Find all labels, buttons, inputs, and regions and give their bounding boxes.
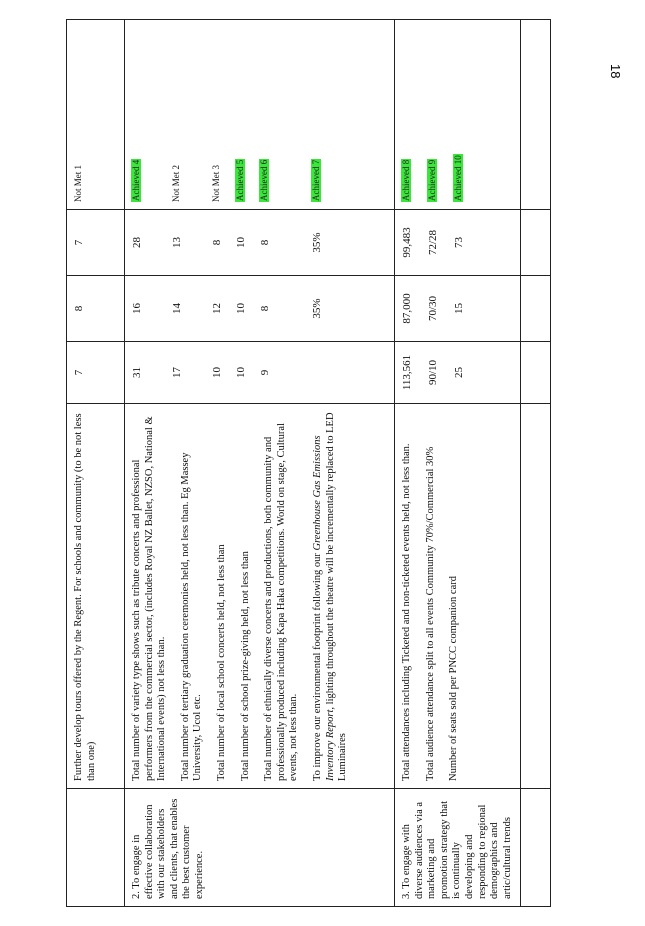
measure-text-part: To improve our environmental footprint following our	[311, 550, 323, 781]
value: 12	[211, 303, 223, 314]
value: 35%	[311, 298, 323, 319]
objective-cell: 2. To engage in effective collaboration with our stakeholders and clients, that enables the best customer experience.	[125, 789, 395, 907]
rotated-table-wrapper	[66, 20, 532, 907]
measure-text: Total number of tertiary graduation ceremonies held, not less than. Eg Massey University, Ucol etc.	[179, 452, 204, 781]
value-column	[125, 276, 395, 342]
measure-text: Total number of ethnically diverse concerts and productions, both community and professionally produced including Kapa Haka competitions. World on stage, Cultural events, not less than.	[263, 423, 300, 781]
report-title: Greenhouse Gas Emissions Inventory Report	[311, 435, 336, 781]
objective-cell	[67, 789, 125, 907]
value: 8	[259, 239, 271, 246]
status-text: Not Met 2	[171, 165, 181, 202]
value: 8	[259, 305, 271, 312]
value: 87,000	[401, 293, 413, 324]
value: 10	[235, 303, 247, 314]
value-column	[395, 342, 521, 404]
value: 10	[235, 237, 247, 248]
status-cell	[67, 20, 125, 210]
value: 31	[131, 367, 143, 378]
value: 25	[453, 367, 465, 378]
value: 72/28	[427, 229, 439, 256]
performance-table	[66, 19, 551, 907]
table-row-empty	[521, 20, 551, 907]
status-badge: Achieved 8	[401, 159, 411, 201]
status-badge: Achieved 6	[259, 159, 269, 201]
value: 13	[171, 237, 183, 248]
value: 73	[453, 237, 465, 248]
status-badge: Achieved 10	[453, 155, 463, 201]
value-column	[125, 210, 395, 276]
status-text: Not Met 3	[211, 165, 221, 202]
value-cell: 7	[67, 210, 125, 276]
status-column	[125, 20, 395, 210]
value-cell: 7	[67, 342, 125, 404]
value	[311, 349, 324, 396]
measure-text: Total number of variety type shows such as tribute concerts and professional performers from the commercial sector, (includes Royal NZ Ballet, NZSO, National & International events) not less than.	[131, 416, 168, 781]
status-text: Not Met 1	[73, 165, 83, 202]
value: 10	[211, 367, 223, 378]
table-row	[67, 20, 125, 907]
value: 15	[453, 303, 465, 314]
status-badge: Achieved 9	[427, 159, 437, 201]
status-column	[395, 20, 521, 210]
status-badge: Achieved 5	[235, 159, 245, 201]
measure-text: Total number of local school concerts held, not less than	[215, 544, 227, 781]
status-badge: Achieved 7	[311, 159, 321, 201]
measure-cell	[395, 404, 521, 789]
measure-text: Total audience attendance split to all events Community 70%/Commercial 30%	[424, 446, 436, 781]
value-column	[395, 276, 521, 342]
table-row	[125, 20, 395, 907]
table-row	[395, 20, 521, 907]
page-number: 18	[608, 64, 623, 79]
value: 90/10	[427, 359, 439, 386]
value: 14	[171, 303, 183, 314]
value-column	[395, 210, 521, 276]
value: 99,483	[401, 227, 413, 258]
value: 17	[171, 367, 183, 378]
measure-text: Total attendances including Ticketed and non-ticketed events held, not less than.	[401, 443, 412, 781]
value: 8	[211, 239, 223, 246]
value-cell: 8	[67, 276, 125, 342]
measure-text	[312, 411, 350, 781]
value: 10	[235, 367, 247, 378]
value: 70/30	[427, 295, 439, 322]
measure-text: Further develop tours offered by the Regent. For schools and community (to be not less than one)	[73, 413, 97, 781]
measure-cell	[67, 404, 125, 789]
measure-text: Total number of school prize-giving held, not less than	[239, 551, 251, 781]
measure-text: Number of seats sold per PNCC companion card	[448, 575, 460, 781]
objective-cell: 3. To engage with diverse audiences via a marketing and promotion strategy that is continually developing and responding to regional demographics and artic/cultural trends	[395, 789, 521, 907]
value: 16	[131, 303, 143, 314]
measure-text-part: , lighting throughout the theatre will be incrementally replaced to LED Luminaires	[324, 412, 349, 781]
value: 28	[131, 237, 143, 248]
value-column	[125, 342, 395, 404]
value: 35%	[311, 232, 323, 253]
value: 113,561	[401, 354, 413, 391]
status-badge: Achieved 4	[131, 159, 141, 201]
value: 9	[259, 369, 271, 376]
measure-cell	[125, 404, 395, 789]
